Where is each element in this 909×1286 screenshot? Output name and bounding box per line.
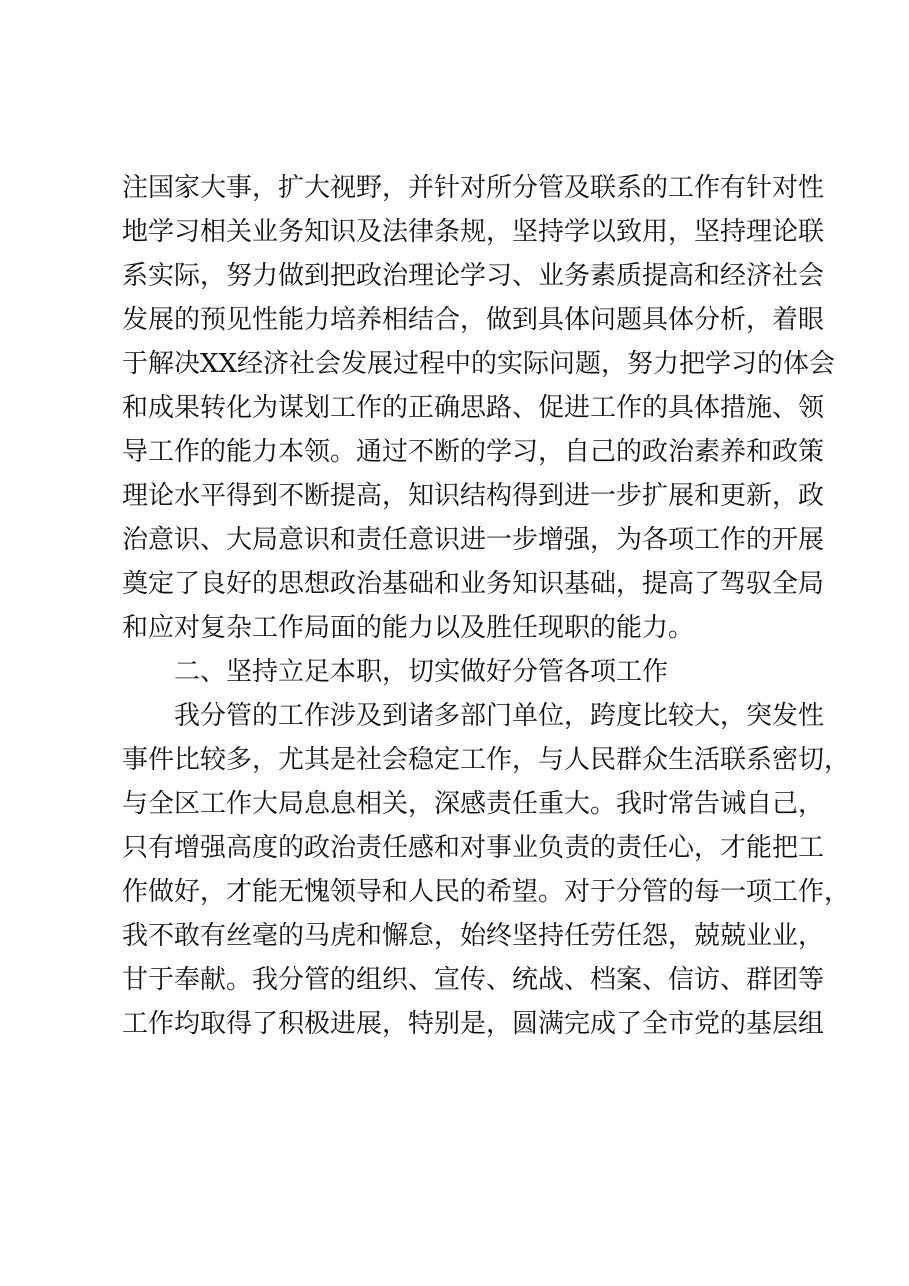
text-line-3: 系实际，努力做到把政治理论学习、业务素质提高和经济社会	[122, 261, 825, 291]
text-line-14: 事件比较多，尤其是社会稳定工作，与人民群众生活联系密切，	[122, 745, 851, 775]
text-line-4: 发展的预见性能力培养相结合，做到具体问题具体分析，着眼	[122, 305, 825, 335]
text-line-10: 奠定了良好的思想政治基础和业务知识基础，提高了驾驭全局	[122, 569, 825, 599]
text-line-15: 与全区工作大局息息相关，深感责任重大。我时常告诫自己，	[122, 789, 825, 819]
text-line-16: 只有增强高度的政治责任感和对事业负责的责任心，才能把工	[122, 833, 825, 863]
text-line-19: 甘于奉献。我分管的组织、宣传、统战、档案、信访、群团等	[122, 965, 825, 995]
text-line-2: 地学习相关业务知识及法律条规，坚持学以致用，坚持理论联	[122, 217, 825, 247]
text-line-1: 注国家大事，扩大视野，并针对所分管及联系的工作有针对性	[122, 173, 825, 203]
paragraph-end-line: 和应对复杂工作局面的能力以及胜任现职的能力。	[122, 613, 695, 643]
text-line-7: 导工作的能力本领。通过不断的学习，自己的政治素养和政策	[122, 437, 825, 467]
text-line-18: 我不敢有丝毫的马虎和懈怠，始终坚持任劳任怨，兢兢业业，	[122, 921, 825, 951]
section-heading: 二、坚持立足本职，切实做好分管各项工作	[174, 657, 669, 687]
text-line-8: 理论水平得到不断提高，知识结构得到进一步扩展和更新，政	[122, 481, 825, 511]
text-line-9: 治意识、大局意识和责任意识进一步增强，为各项工作的开展	[122, 525, 825, 555]
text-line-5: 于解决XX经济社会发展过程中的实际问题，努力把学习的体会	[122, 349, 836, 379]
text-line-17: 作做好，才能无愧领导和人民的希望。对于分管的每一项工作，	[122, 877, 851, 907]
paragraph-start-line: 我分管的工作涉及到诸多部门单位，跨度比较大，突发性	[174, 701, 825, 731]
text-line-6: 和成果转化为谋划工作的正确思路、促进工作的具体措施、领	[122, 393, 825, 423]
text-line-20: 工作均取得了积极进展，特别是，圆满完成了全市党的基层组	[122, 1009, 825, 1039]
document-body	[122, 166, 851, 1046]
